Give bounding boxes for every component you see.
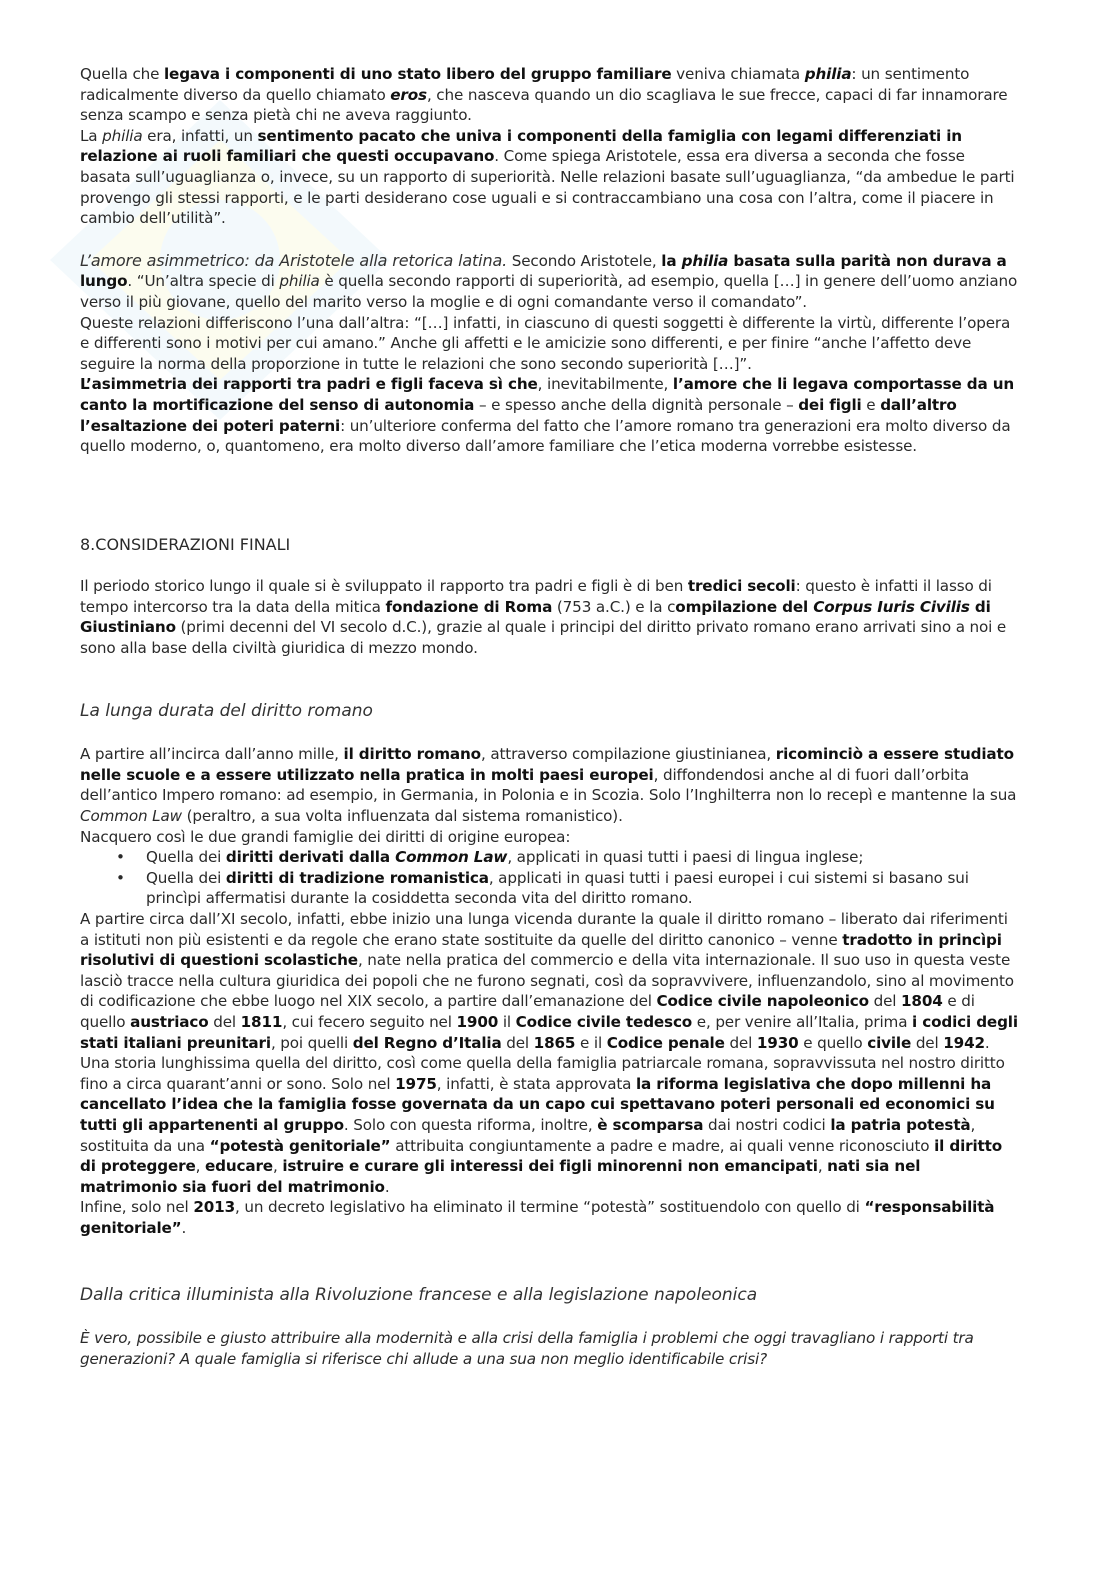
text: A partire all’incirca dall’anno mille, xyxy=(80,745,344,764)
text: : un sentimento radicalmente diverso da quello chiamato xyxy=(80,65,970,104)
italic-text: philia xyxy=(102,126,143,145)
text: . xyxy=(384,1177,390,1196)
text: , attraverso compilazione giustinianea, xyxy=(480,745,776,764)
paragraph-relazioni xyxy=(80,313,1020,375)
list-item xyxy=(146,847,1020,868)
text: Il periodo storico lungo il quale si è sviluppato il rapporto tra padri e figli è di ben xyxy=(80,577,688,596)
text: , xyxy=(817,1157,828,1176)
text: del xyxy=(208,1012,241,1031)
bold-text: 1865 xyxy=(533,1033,576,1052)
text: e quello xyxy=(798,1033,868,1052)
text: e il xyxy=(575,1033,607,1052)
bold-text: fondazione di Roma xyxy=(385,597,553,616)
text: il xyxy=(498,1012,516,1031)
bold-text: 1804 xyxy=(901,992,943,1011)
text: Quella dei xyxy=(146,868,226,887)
bold-text: 1900 xyxy=(456,1012,499,1031)
bold-italic-text: Common Law xyxy=(395,848,508,867)
paragraph-periodo-storico xyxy=(80,576,1020,658)
text: Una storia lunghissima quella del diritto, così come quella della famiglia patriarcale romana, sopravvissuta nel nostro diritto fino a circa quarant’anni or sono. Solo nel xyxy=(80,1054,1005,1093)
bold-text: tredici secoli xyxy=(687,577,796,596)
bold-text: legava i componenti di uno stato libero del gruppo familiare xyxy=(164,65,672,83)
text: A partire circa dall’XI secolo, infatti, ebbe inizio una lunga vicenda durante la quale il diritto romano – liberato dai riferimenti a istituti non più esistenti e da regole che erano state sostituite da quelle del diritto canonico – venne xyxy=(80,910,1008,949)
list-item xyxy=(146,868,1020,909)
paragraph-question: È vero, possibile e giusto attribuire alla modernità e alla crisi della famiglia i problemi che oggi travagliano i rapporti tra generazioni? A quale famiglia si riferisce chi allude a una sua non meglio identificabile crisi? xyxy=(80,1329,974,1368)
bold-text: dei figli xyxy=(798,395,862,414)
paragraph-xi-secolo xyxy=(80,909,1020,1053)
bold-text: Codice penale xyxy=(606,1033,725,1052)
bold-text: basata sulla parità non durava a lungo xyxy=(80,251,1007,291)
text: , applicati in quasi tutti i paesi europei i cui sistemi si basano sui princìpi affermatisi durante la cosiddetta seconda vita del diritto romano. xyxy=(146,868,969,908)
bold-text: tradotto in princìpi risolutivi di questioni scolastiche xyxy=(80,930,1002,970)
bold-text: austriaco xyxy=(130,1012,209,1031)
text: . “Un’altra specie di xyxy=(127,272,280,291)
bold-text: “potestà genitoriale” xyxy=(209,1136,391,1155)
text: , poi quelli xyxy=(270,1033,353,1052)
document-page xyxy=(80,64,1020,1369)
bold-text: è scomparsa xyxy=(597,1115,704,1134)
text: . xyxy=(181,1218,187,1237)
italic-text: philia xyxy=(279,272,320,291)
text: , inevitabilmente, xyxy=(537,375,673,394)
text: , applicati in quasi tutti i paesi di lingua inglese; xyxy=(507,848,864,867)
text: (peraltro, a sua volta influenzata dal sistema romanistico). xyxy=(181,807,623,826)
bold-text: 1930 xyxy=(756,1033,799,1052)
bold-text: l’amore che li legava comportasse da un canto la mortificazione del senso di autonomia xyxy=(80,375,1015,414)
bold-text: istruire e curare gli interessi dei figli minorenni non emancipati xyxy=(282,1157,818,1176)
text: dai nostri codici xyxy=(703,1115,831,1134)
text: del xyxy=(724,1033,757,1052)
bold-text: di Giustiniano xyxy=(80,597,991,637)
bold-text: ricominciò a essere studiato nelle scuole e a essere utilizzato nella pratica in molti paesi europei xyxy=(80,745,1014,784)
bold-text: la riforma legislativa che dopo millenni ha cancellato l’idea che la famiglia fosse governata da un capo cui spettavano poteri personali ed economici su tutti gli appartenenti al gruppo xyxy=(80,1074,995,1134)
bold-italic-text: eros xyxy=(390,85,427,104)
bold-text: 1975 xyxy=(395,1074,437,1093)
text: e xyxy=(861,395,881,414)
text: (753 a.C.) e la c xyxy=(552,597,676,616)
bold-text: Codice civile napoleonico xyxy=(656,992,869,1011)
text: , infatti, è stata approvata xyxy=(436,1074,636,1093)
text: Quella dei xyxy=(146,848,226,867)
italic-text: Common Law xyxy=(80,807,182,826)
text: , sostituita da una xyxy=(80,1115,976,1155)
text: – e spesso anche della dignità personale – xyxy=(474,395,799,414)
text: e di quello xyxy=(80,992,975,1031)
bold-text: nati sia nel matrimonio sia fuori del matrimonio xyxy=(80,1157,921,1196)
text: , un decreto legislativo ha eliminato il termine “potestà” sostituendolo con quello di xyxy=(234,1198,865,1217)
text: : questo è infatti il lasso di tempo intercorso tra la data della mitica xyxy=(80,577,992,616)
subheading-critica-illuminista: Dalla critica illuminista alla Rivoluzione francese e alla legislazione napoleonica xyxy=(80,1284,758,1305)
text: , diffondendosi anche al di fuori dall’orbita dell’antico Impero romano: ad esempio, in Germania, in Polonia e in Scozia. Solo l’Inghilterra non lo recepì e mantenne la sua xyxy=(80,765,1017,805)
text: veniva chiamata xyxy=(671,65,805,83)
text: Queste relazioni differiscono l’una dall’altra: “[…] infatti, in ciascuno di questi soggetti è differente la virtù, differente l’opera e differenti sono i motivi per cui amano.” Anche gli affetti e le amicizie sono differenti, e per finire “anche l’affetto deve seguire la norma della proporzione in tutte le relazioni che sono secondo superiorità […]”. xyxy=(80,313,1011,373)
text: attribuita congiuntamente a padre e madre, ai quali venne riconosciuto xyxy=(390,1136,935,1155)
text: . xyxy=(984,1033,990,1052)
text: del xyxy=(501,1033,534,1052)
paragraph-philia xyxy=(80,64,1020,126)
text: , xyxy=(195,1157,205,1176)
bold-text: i codici degli stati italiani preunitari xyxy=(80,1012,1018,1052)
text: , nate nella pratica del commercio e della vita internazionale. Il suo uso in questa veste lasciò tracce nella cultura giuridica dei popoli che ne furono segnati, così da sopravvivere, influenzandolo, sino al movimento di codificazione che ebbe luogo nel XIX secolo, a partire dall’emanazione del xyxy=(80,951,1014,1011)
bold-italic-text: Corpus Iuris Civilis xyxy=(813,597,970,616)
bold-text: la patria potestà xyxy=(830,1115,971,1134)
inline-subheading: L’amore asimmetrico: da Aristotele alla retorica latina. xyxy=(80,250,508,270)
bold-text: ompilazione del xyxy=(675,597,814,616)
paragraph-amore-asimmetrico xyxy=(80,251,1020,313)
text: Quella che xyxy=(80,65,164,83)
bold-italic-text: philia xyxy=(804,65,852,83)
paragraph-storia-lunghissima xyxy=(80,1053,1020,1197)
bold-text: il diritto di proteggere xyxy=(80,1136,1003,1176)
text: , xyxy=(272,1157,283,1176)
text: , che nasceva quando un dio scagliava le sue frecce, capaci di far innamorare senza scampo e senza pietà chi ne aveva raggiunto. xyxy=(80,85,1008,125)
text: . Solo con questa riforma, inoltre, xyxy=(343,1115,598,1134)
bold-text: civile xyxy=(867,1033,912,1052)
paragraph-asimmetria xyxy=(80,374,1020,456)
bold-text: “responsabilità genitoriale” xyxy=(80,1198,995,1237)
text: : un’ulteriore conferma del fatto che l’amore romano tra generazioni era molto diverso da quello moderno, o, quantomeno, era molto diverso dall’amore familiare che l’etica moderna vorrebbe esistesse. xyxy=(80,416,1011,456)
bold-text: L’asimmetria dei rapporti tra padri e figli faceva sì che xyxy=(80,375,538,394)
text: era, infatti, un xyxy=(142,126,258,145)
bold-text: del Regno d’Italia xyxy=(352,1033,502,1052)
text: . Come spiega Aristotele, essa era diversa a seconda che fosse basata sull’uguaglianza o, invece, su un rapporto di superiorità. Nelle relazioni basate sull’uguaglianza, “da ambedue le parti provengo gli stessi rapporti, e le parti desiderano cose uguali e si contraccambiano una cosa con l’altra, come il piacere in cambio dell’utilità”. xyxy=(80,147,1015,228)
bold-text: 2013 xyxy=(193,1198,235,1217)
bullet-list xyxy=(80,847,1020,909)
bold-text: 1942 xyxy=(943,1033,985,1052)
bold-text: la xyxy=(661,251,682,270)
bold-text: il diritto romano xyxy=(343,745,481,764)
text: , cui fecero seguito nel xyxy=(282,1012,457,1031)
paragraph-famiglie: Nacquero così le due grandi famiglie dei diritti di origine europea: xyxy=(80,827,571,846)
bold-text: sentimento pacato che univa i componenti della famiglia con legami differenziati in relazione ai ruoli familiari che questi occupavano xyxy=(80,126,962,166)
bold-text: 1811 xyxy=(240,1012,283,1031)
text: Infine, solo nel xyxy=(80,1198,194,1217)
text: La xyxy=(80,126,103,145)
section-heading: 8.CONSIDERAZIONI FINALI xyxy=(80,534,291,554)
bold-text: diritti derivati dalla xyxy=(225,848,396,867)
subheading-lunga-durata: La lunga durata del diritto romano xyxy=(80,700,373,721)
paragraph-diritto-romano xyxy=(80,744,1020,826)
text: del xyxy=(868,992,902,1011)
paragraph-2013 xyxy=(80,1197,1020,1238)
text: (primi decenni del VI secolo d.C.), grazie al quale i principi del diritto privato romano erano arrivati sino a noi e sono alla base della civiltà giuridica di mezzo mondo. xyxy=(80,618,1007,658)
bold-text: educare xyxy=(204,1157,273,1176)
text: Secondo Aristotele, xyxy=(507,251,662,270)
bold-text: Codice civile tedesco xyxy=(515,1012,693,1031)
paragraph-philia-2 xyxy=(80,126,1020,229)
text: del xyxy=(911,1033,944,1052)
text: è quella secondo rapporti di superiorità, ad esempio, quella […] in genere dell’uomo anziano verso il più giovane, quello del marito verso la moglie e di ogni comandante verso il comandato”. xyxy=(80,272,1018,311)
text: e, per venire all’Italia, prima xyxy=(692,1012,913,1031)
bold-text: diritti di tradizione romanistica xyxy=(225,868,489,887)
bold-italic-text: philia xyxy=(681,251,729,270)
bold-text: dall’altro l’esaltazione dei poteri paterni xyxy=(80,395,957,435)
